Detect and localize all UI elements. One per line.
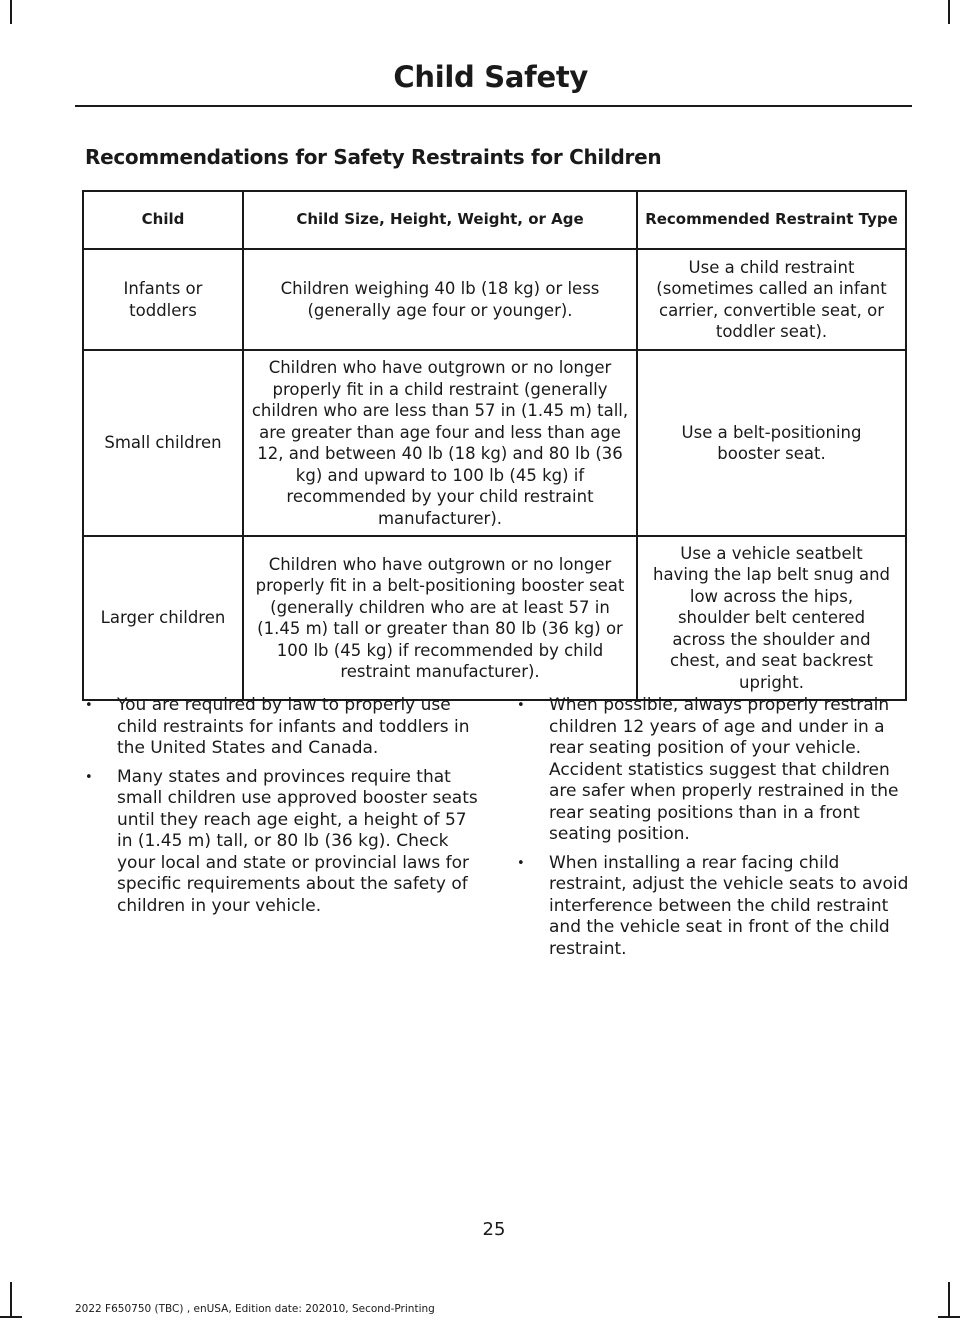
- bullet-list-left: [85, 695, 480, 924]
- table-cell-restraint: Use a vehicle seatbelt having the lap belt snug and low across the hips, shoulder belt centered across the shoulder and chest, and seat backrest upright.: [637, 536, 906, 700]
- column-header-size: Child Size, Height, Weight, or Age: [243, 191, 637, 249]
- list-item: • Many states and provinces require that small children use approved booster seats until they reach age eight, a height of 57 in (1.45 m) tall, or 80 lb (36 kg). Check your local and state or provincial laws for specific requirements about the safety of children in your vehicle.: [85, 767, 480, 918]
- edition-footer: 2022 F650750 (TBC) , enUSA, Edition date: 202010, Second-Printing: [75, 1303, 435, 1315]
- table-cell-restraint: Use a belt-positioning booster seat.: [637, 350, 906, 536]
- table-row: [83, 249, 906, 350]
- crop-mark-top-left: [10, 0, 12, 24]
- section-heading: Recommendations for Safety Restraints for Children: [85, 145, 662, 169]
- table-cell-child: Infants or toddlers: [83, 249, 243, 350]
- table-header-row: [83, 191, 906, 249]
- list-item: • When possible, always properly restrain children 12 years of age and under in a rear seating position of your vehicle. Accident statistics suggest that children are safer when properly restrained in the rear seating positions than in a front seating position.: [517, 695, 912, 846]
- restraint-table: [82, 190, 907, 701]
- page-title: Child Safety: [393, 60, 588, 94]
- crop-mark-bottom-left-v: [10, 1282, 12, 1318]
- list-item: • When installing a rear facing child restraint, adjust the vehicle seats to avoid interference between the child restraint and the vehicle seat in front of the child restraint.: [517, 853, 912, 961]
- column-header-restraint: Recommended Restraint Type: [637, 191, 906, 249]
- header-divider: [75, 105, 912, 107]
- table-row: [83, 350, 906, 536]
- table-row: [83, 536, 906, 700]
- list-item: • You are required by law to properly use child restraints for infants and toddlers in the United States and Canada.: [85, 695, 480, 760]
- bullet-list-right: [517, 695, 912, 967]
- page-number: 25: [482, 1219, 506, 1240]
- table-cell-child: Larger children: [83, 536, 243, 700]
- table-cell-size: Children who have outgrown or no longer properly fit in a child restraint (generally children who are less than 57 in (1.45 m) tall, are greater than age four and less than age 12, and between 40 lb (18 kg) and 80 lb (36 kg) and upward to 100 lb (45 kg) if recommended by your child restraint manufacturer).: [243, 350, 637, 536]
- table-cell-restraint: Use a child restraint (sometimes called an infant carrier, convertible seat, or toddler seat).: [637, 249, 906, 350]
- crop-mark-top-right: [948, 0, 950, 24]
- table-cell-size: Children who have outgrown or no longer properly fit in a belt-positioning booster seat (generally children who are at least 57 in (1.45 m) tall or greater than 80 lb (36 kg) or 100 lb (45 kg) if recommended by child restraint manufacturer).: [243, 536, 637, 700]
- table-cell-child: Small children: [83, 350, 243, 536]
- column-header-child: Child: [83, 191, 243, 249]
- crop-mark-bottom-right-v: [948, 1282, 950, 1318]
- table-cell-size: Children weighing 40 lb (18 kg) or less (generally age four or younger).: [243, 249, 637, 350]
